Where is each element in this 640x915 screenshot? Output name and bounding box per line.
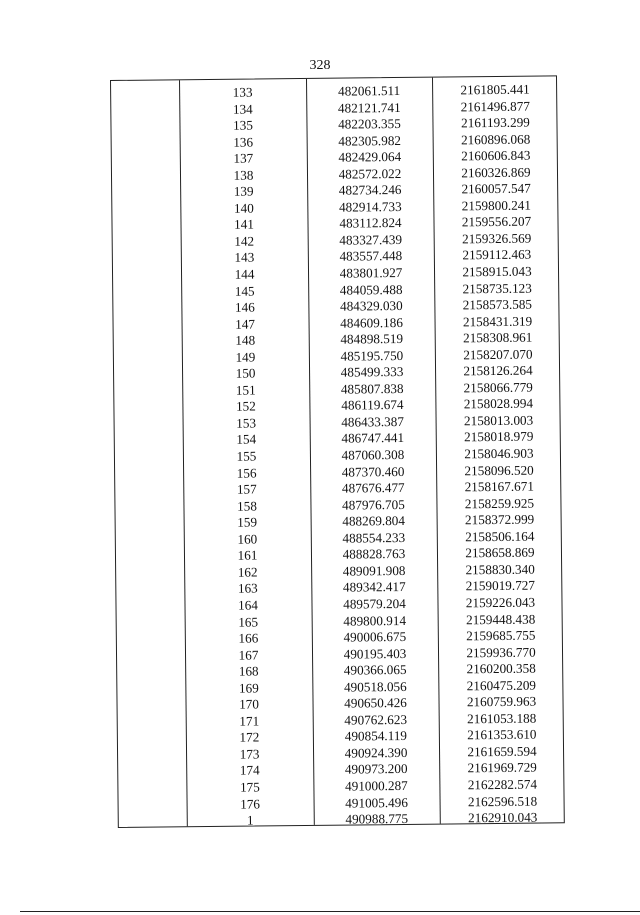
point-number-cell: 140 [233,200,254,216]
x-coordinate-cell: 490988.775 [345,810,409,827]
point-number-cell: 169 [238,680,259,696]
x-coordinate-cell: 490973.200 [344,761,408,777]
x-coordinate-cell: 489091.908 [342,562,406,579]
x-coordinate-cell: 482914.733 [338,198,402,215]
y-coordinate-cell: 2160606.843 [461,147,531,164]
point-number-cell: 159 [237,514,258,530]
y-coordinate-cell: 2158259.925 [464,495,535,511]
y-coordinate-cell: 2161659.594 [467,743,537,760]
y-coordinate-cell: 2158915.043 [462,263,532,280]
y-coordinate-cell: 2158431.319 [462,313,533,329]
y-coordinate-cell: 2162282.574 [467,776,538,793]
x-coordinate-cell: 485195.750 [340,347,404,364]
bottom-rule [20,911,640,912]
y-coordinate-cell: 2161053.188 [467,710,537,727]
x-coordinate-cell: 482121.741 [337,99,401,116]
x-coordinate-cell: 484329.030 [339,298,403,314]
point-number-cell: 141 [234,216,254,233]
x-coordinate-cell: 483112.824 [339,215,402,231]
coordinate-table [110,75,565,828]
x-coordinate-cell: 484609.186 [340,314,403,331]
x-coordinate-cell: 490195.403 [343,645,407,662]
y-coordinate-cell: 2158096.520 [464,462,534,478]
x-coordinate-cell: 482203.355 [338,116,401,132]
x-coordinate-cell: 485499.333 [340,364,404,380]
x-coordinate-cell: 487676.477 [341,480,405,496]
point-number-cell: 135 [233,117,253,133]
point-number-cell: 1 [246,812,254,828]
y-coordinate-cell: 2158126.264 [463,362,533,379]
y-coordinate-cell: 2161805.441 [460,81,530,98]
point-number-cell: 147 [235,316,256,332]
x-coordinate-cell: 490006.675 [343,628,407,645]
y-coordinate-cell: 2158167.671 [464,478,534,495]
y-coordinate-cell: 2159448.438 [465,611,536,627]
point-number-cell: 167 [238,647,259,663]
x-coordinate-cell: 483801.927 [339,264,403,281]
x-coordinate-cell: 482572.022 [338,165,402,182]
point-number-cell: 160 [237,531,258,547]
y-coordinate-cell: 2162596.518 [467,793,538,809]
y-coordinate-cell: 2159226.043 [465,594,536,611]
table-body [111,81,564,830]
point-number-cell: 175 [239,779,260,795]
y-coordinate-cell: 2158735.123 [462,280,532,296]
point-number-cell: 149 [235,349,256,365]
point-number-cell: 158 [236,498,257,514]
point-number-cell: 171 [239,713,260,729]
point-number-cell: 164 [238,597,258,613]
x-coordinate-cell: 488269.804 [342,513,406,529]
y-coordinate-cell: 2158308.961 [463,329,533,346]
point-number-cell: 161 [237,547,258,564]
x-coordinate-cell: 490650.426 [344,695,407,711]
x-coordinate-cell: 490854.119 [344,728,408,744]
x-coordinate-cell: 488828.763 [342,546,406,562]
point-number-cell: 144 [234,266,255,282]
point-number-cell: 166 [238,630,259,646]
y-coordinate-cell: 2158028.994 [463,395,534,412]
y-coordinate-cell: 2158658.869 [465,544,535,561]
y-coordinate-cell: 2158573.585 [462,296,533,313]
point-number-cell: 139 [233,183,254,199]
x-coordinate-cell: 486433.387 [341,413,404,430]
point-number-cell: 152 [235,398,256,415]
point-number-cell: 148 [235,332,256,348]
point-number-cell: 173 [239,746,260,762]
point-number-cell: 143 [234,249,255,266]
x-coordinate-cell: 488554.233 [342,529,406,546]
point-number-cell: 145 [234,283,255,299]
x-coordinate-cell: 485807.838 [340,380,404,397]
y-coordinate-cell: 2158830.340 [465,561,535,578]
y-coordinate-cell: 2159019.727 [465,577,536,594]
y-coordinate-cell: 2161353.610 [467,726,537,743]
point-number-cell: 134 [232,101,253,117]
x-coordinate-cell: 490924.390 [344,744,408,761]
x-coordinate-cell: 489342.417 [342,579,406,595]
x-coordinate-cell: 487976.705 [342,496,405,513]
y-coordinate-cell: 2160200.358 [466,660,536,677]
x-coordinate-cell: 486747.441 [341,430,405,447]
point-number-cell: 133 [232,84,253,100]
x-coordinate-cell: 484059.488 [339,281,403,298]
x-coordinate-cell: 484898.519 [340,331,404,347]
x-coordinate-cell: 491000.287 [344,777,408,794]
y-coordinate-cell: 2158046.903 [464,445,534,462]
point-number-cell: 137 [233,150,254,166]
y-coordinate-cell: 2161969.729 [467,759,537,776]
y-coordinate-cell: 2159685.755 [466,627,536,644]
point-number-cell: 174 [239,762,260,779]
point-number-cell: 157 [236,481,257,497]
table-row [119,809,564,830]
y-coordinate-cell: 2158013.003 [463,412,534,429]
x-coordinate-cell: 489800.914 [343,612,407,629]
y-coordinate-cell: 2158207.070 [463,346,533,363]
y-coordinate-cell: 2159326.569 [461,230,532,247]
point-number-cell: 154 [236,431,257,448]
y-coordinate-cell: 2160057.547 [461,180,531,197]
x-coordinate-cell: 482734.246 [338,182,402,198]
point-number-cell: 155 [236,448,257,464]
y-coordinate-cell: 2160326.869 [461,164,531,181]
y-coordinate-cell: 2160759.963 [466,693,537,710]
y-coordinate-cell: 2159556.207 [461,213,532,230]
point-number-cell: 146 [234,299,255,315]
point-number-cell: 165 [238,613,259,630]
point-number-cell: 136 [233,134,254,150]
point-number-cell: 153 [236,415,257,431]
page-number: 328 [309,58,331,73]
point-number-cell: 168 [238,663,259,679]
x-coordinate-cell: 489579.204 [343,595,406,612]
x-coordinate-cell: 491005.496 [345,794,408,811]
point-number-cell: 138 [233,167,254,183]
x-coordinate-cell: 482061.511 [337,82,401,99]
x-coordinate-cell: 490518.056 [343,678,407,695]
point-number-cell: 156 [236,465,257,481]
x-coordinate-cell: 483327.439 [339,231,403,248]
point-number-cell: 150 [235,365,256,381]
y-coordinate-cell: 2158372.999 [464,511,535,528]
y-coordinate-cell: 2161496.877 [460,98,530,114]
y-coordinate-cell: 2159800.241 [461,197,532,214]
y-coordinate-cell: 2162910.043 [468,809,538,826]
point-number-cell: 163 [237,580,258,597]
point-number-cell: 162 [237,564,258,580]
point-number-cell: 142 [234,233,255,249]
point-number-cell: 170 [239,696,260,712]
point-number-cell: 151 [235,382,256,398]
x-coordinate-cell: 487370.460 [341,463,405,480]
x-coordinate-cell: 483557.448 [339,248,403,265]
y-coordinate-cell: 2161193.299 [461,114,530,131]
point-number-cell: 176 [240,795,261,812]
y-coordinate-cell: 2160475.209 [466,677,537,693]
y-coordinate-cell: 2159112.463 [462,247,532,263]
x-coordinate-cell: 482429.064 [338,149,402,165]
y-coordinate-cell: 2160896.068 [460,131,531,147]
x-coordinate-cell: 490366.065 [343,662,407,678]
x-coordinate-cell: 482305.982 [338,132,402,149]
x-coordinate-cell: 490762.623 [344,711,408,728]
y-coordinate-cell: 2158066.779 [463,379,533,396]
y-coordinate-cell: 2158018.979 [464,429,534,445]
x-coordinate-cell: 487060.308 [341,446,405,463]
point-number-cell: 172 [239,729,260,746]
y-coordinate-cell: 2158506.164 [465,528,535,545]
x-coordinate-cell: 486119.674 [341,397,404,413]
y-coordinate-cell: 2159936.770 [466,644,536,660]
